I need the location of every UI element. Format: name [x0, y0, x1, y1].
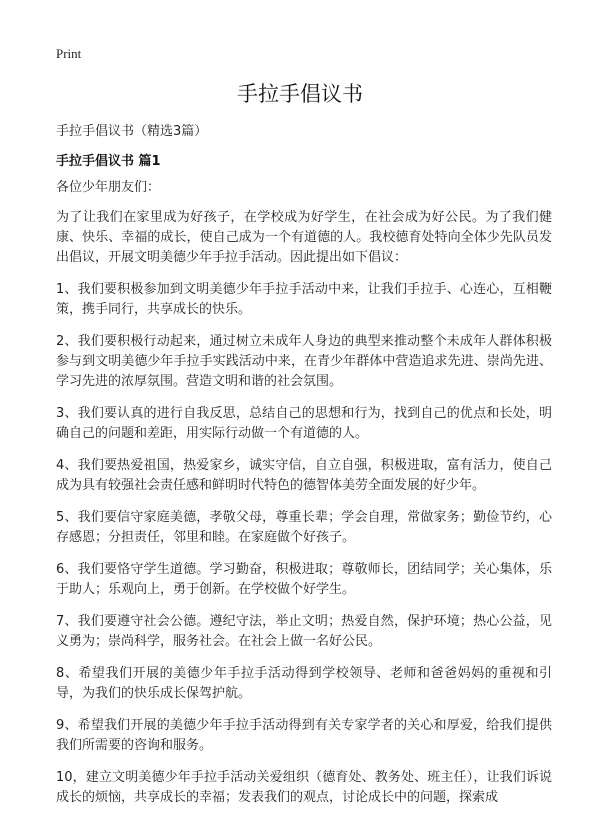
- document-title: 手拉手倡议书: [237, 82, 363, 106]
- paragraph-item-10: 10，建立文明美德少年手拉手活动关爱组织（德育处、教务处、班主任），让我们诉说成长的烦恼，共享成长的幸福；发表我们的观点，讨论成长中的问题，探索成: [56, 770, 552, 805]
- print-label[interactable]: Print: [56, 46, 82, 61]
- paragraph-item-8: 8、希望我们开展的美德少年手拉手活动得到学校领导、老师和爸爸妈妈的重视和引导，为我们的快乐成长保驾护航。: [56, 666, 552, 701]
- greeting: 各位少年朋友们：: [56, 180, 161, 195]
- section-heading: 手拉手倡议书 篇1: [56, 154, 161, 169]
- paragraph-intro: 为了让我们在家里成为好孩子，在学校成为好学生，在社会成为好公民。为了我们健康、快乐、幸福的成长，使自己成为一个有道德的人。我校德育处特向全体少先队员发出倡议，开展文明美德少年手拉手活动。因此提出如下倡议：: [56, 210, 552, 265]
- document-body: [56, 178, 552, 820]
- paragraph-item-2: 2、我们要积极行动起来，通过树立未成年人身边的典型来推动整个未成年人群体积极参与到文明美德少年手拉手实践活动中来，在青少年群体中营造追求先进、崇尚先进、学习先进的浓厚氛围。营造文明和谐的社会氛围。: [56, 334, 552, 389]
- paragraph-item-9: 9、希望我们开展的美德少年手拉手活动得到有关专家学者的关心和厚爱，给我们提供我们所需要的咨询和服务。: [56, 718, 552, 753]
- document-subtitle: 手拉手倡议书（精选3篇）: [56, 124, 208, 139]
- paragraph-item-6: 6、我们要恪守学生道德。学习勤奋，积极进取；尊敬师长，团结同学；关心集体，乐于助人；乐观向上，勇于创新。在学校做个好学生。: [56, 562, 552, 597]
- paragraph-item-3: 3、我们要认真的进行自我反思，总结自己的思想和行为，找到自己的优点和长处，明确自己的问题和差距，用实际行动做一个有道德的人。: [56, 406, 552, 441]
- paragraph-item-7: 7、我们要遵守社会公德。遵纪守法，举止文明；热爱自然，保护环境；热心公益，见义勇为；崇尚科学，服务社会。在社会上做一名好公民。: [56, 614, 552, 649]
- paragraph-item-5: 5、我们要信守家庭美德，孝敬父母，尊重长辈；学会自理，常做家务；勤俭节约，心存感恩；分担责任，邻里和睦。在家庭做个好孩子。: [56, 510, 552, 545]
- paragraph-item-4: 4、我们要热爱祖国，热爱家乡，诚实守信，自立自强，积极进取，富有活力，使自己成为具有较强社会责任感和鲜明时代特色的德智体美劳全面发展的好少年。: [56, 458, 552, 493]
- paragraph-item-1: 1、我们要积极参加到文明美德少年手拉手活动中来，让我们手拉手、心连心，互相鞭策，携手同行，共享成长的快乐。: [56, 282, 552, 317]
